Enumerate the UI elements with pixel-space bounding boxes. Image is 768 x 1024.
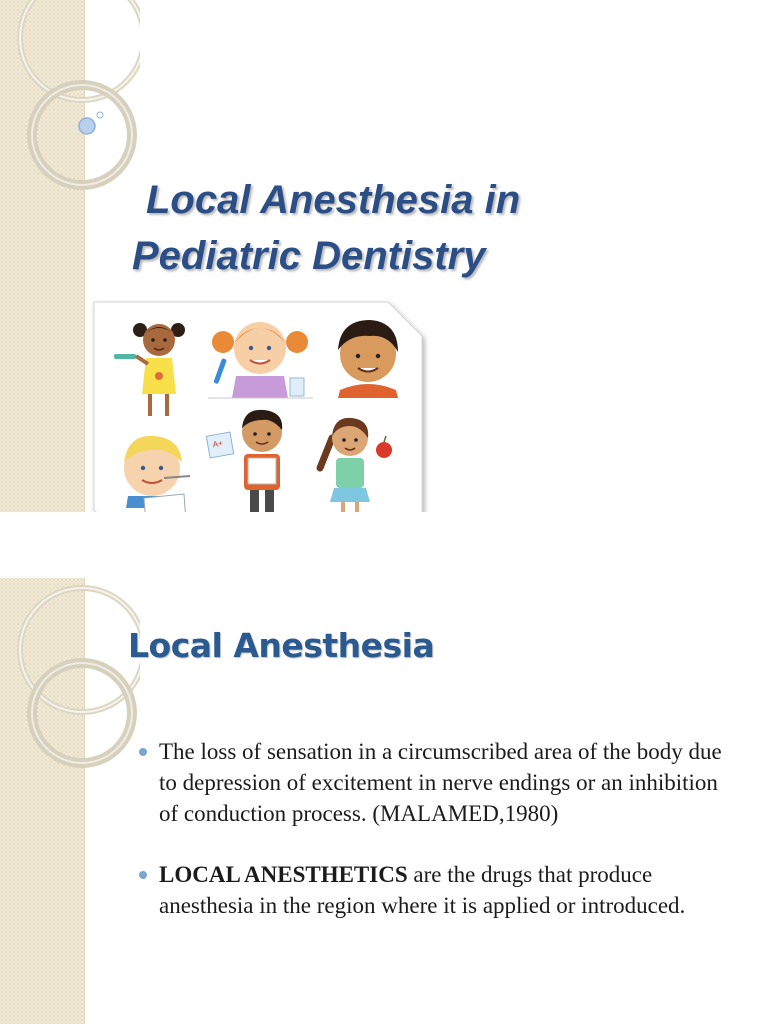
slide-title-heading <box>132 172 692 284</box>
bullet-dot-icon <box>139 748 147 756</box>
svg-text:A+: A+ <box>212 438 224 450</box>
bullet-text: The loss of sensation in a circumscribed area of the body due to depression of excitement in nerve endings or an inhibition of conduction process. (MALAMED,1980) <box>159 739 722 826</box>
decorative-rings <box>0 0 140 200</box>
bullet-item <box>136 736 736 829</box>
bullet-item <box>136 859 736 921</box>
bullet-text: are the drugs that produce anesthesia in the region where it is applied or introduced. <box>159 862 686 918</box>
slide-definition <box>0 578 768 1024</box>
slide-heading: Local Anesthesia <box>128 626 435 665</box>
bullet-dot-icon <box>139 871 147 879</box>
bullet-list <box>136 736 736 921</box>
children-illustration <box>88 298 428 512</box>
decorative-rings <box>0 578 140 778</box>
slide-gap <box>0 512 768 578</box>
bullet-term: LOCAL ANESTHETICS <box>159 862 408 887</box>
title-line-1: Local Anesthesia in <box>146 178 521 222</box>
title-line-2: Pediatric Dentistry <box>132 234 486 278</box>
